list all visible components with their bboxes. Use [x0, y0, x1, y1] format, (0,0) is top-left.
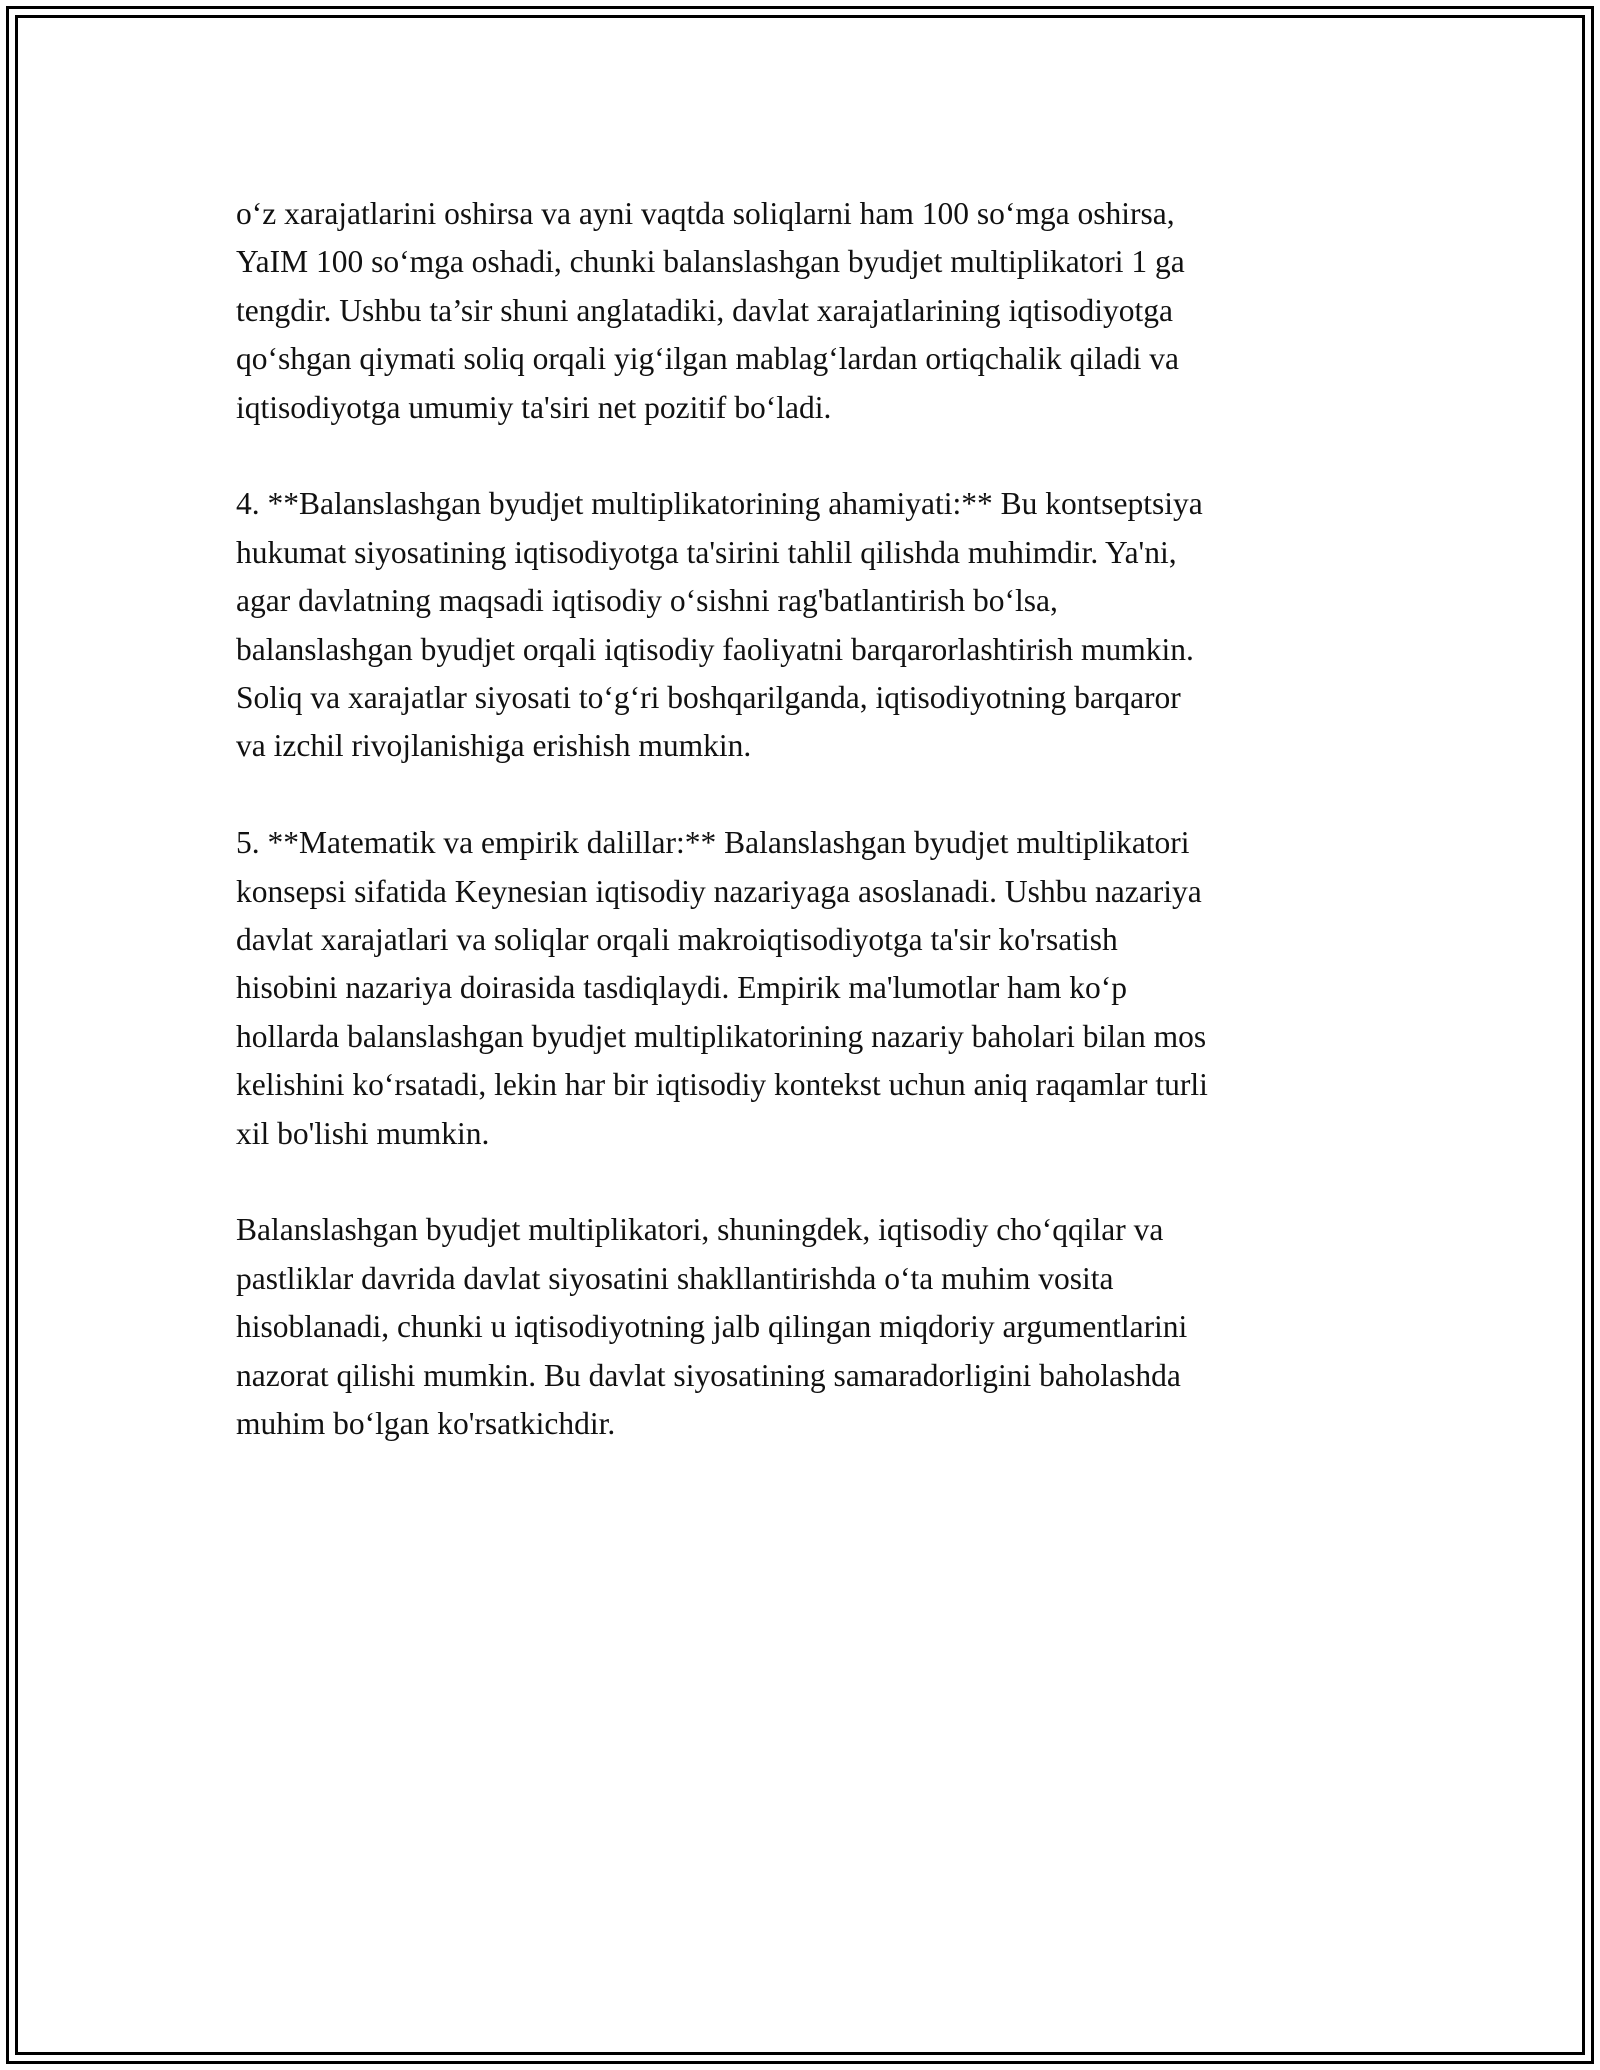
document-body [236, 190, 1376, 1497]
paragraph-point-5: 5. **Matematik va empirik dalillar:** Balanslashgan byudjet multiplikatori konsepsi sifatida Keynesian iqtisodiy nazariyaga asoslanadi. Ushbu nazariya davlat xarajatlari va soliqlar orqali makroiqtisodiyotga ta'sir ko'rsatish hisobini nazariya doirasida tasdiqlaydi. Empirik ma'lumotlar ham ko‘p hollarda balanslashgan byudjet multiplikatorining nazariy baholari bilan mos kelishini ko‘rsatadi, lekin har bir iqtisodiy kontekst uchun aniq raqamlar turli xil bo'lishi mumkin. [236, 825, 1208, 1151]
paragraph-conclusion: Balanslashgan byudjet multiplikatori, shuningdek, iqtisodiy cho‘qqilar va pastliklar davrida davlat siyosatini shakllantirishda o‘ta muhim vosita hisoblanadi, chunki u iqtisodiyotning jalb qilingan miqdoriy argumentlarini nazorat qilishi mumkin. Bu davlat siyosatining samaradorligini baholashda muhim bo‘lgan ko'rsatkichdir. [236, 1212, 1188, 1442]
paragraph-point-4: 4. **Balanslashgan byudjet multiplikatorining ahamiyati:** Bu kontseptsiya hukumat siyosatining iqtisodiyotga ta'sirini tahlil qilishda muhimdir. Ya'ni, agar davlatning maqsadi iqtisodiy o‘sishni rag'batlantirish bo‘lsa, balanslashgan byudjet orqali iqtisodiy faoliyatni barqarorlashtirish mumkin. Soliq va xarajatlar siyosati to‘g‘ri boshqarilganda, iqtisodiyotning barqaror va izchil rivojlanishiga erishish mumkin. [236, 486, 1203, 764]
paragraph-intro-continuation: o‘z xarajatlarini oshirsa va ayni vaqtda soliqlarni ham 100 so‘mga oshirsa, YaIM 100 so‘mga oshadi, chunki balanslashgan byudjet multiplikatori 1 ga tengdir. Ushbu ta’sir shuni anglatadiki, davlat xarajatlarining iqtisodiyotga qo‘shgan qiymati soliq orqali yig‘ilgan mablag‘lardan ortiqchalik qiladi va iqtisodiyotga umumiy ta'siri net pozitif bo‘ladi. [236, 196, 1185, 425]
